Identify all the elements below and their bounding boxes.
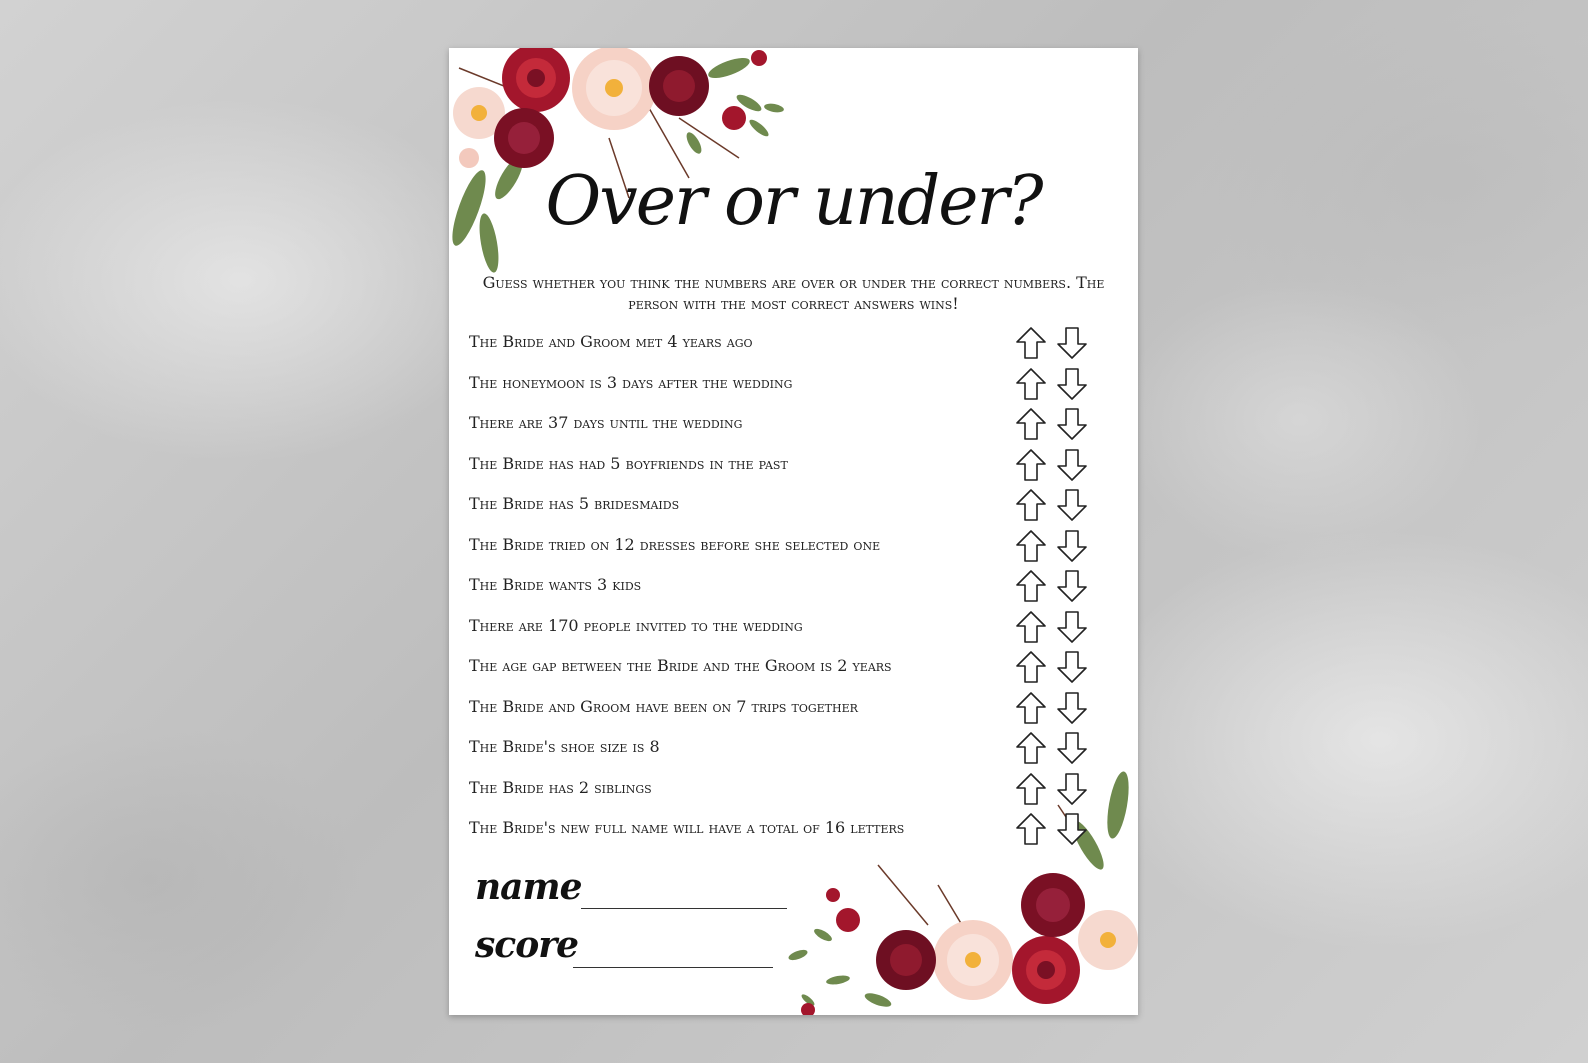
arrow-up-icon[interactable] <box>1015 731 1047 765</box>
question-text: The Bride's shoe size is 8 <box>469 737 660 756</box>
arrow-up-icon[interactable] <box>1015 448 1047 482</box>
arrow-down-icon[interactable] <box>1056 407 1088 441</box>
question-text: The Bride and Groom met 4 years ago <box>469 332 753 351</box>
question-row <box>469 407 1109 448</box>
question-text: The honeymoon is 3 days after the wedding <box>469 372 793 392</box>
question-row <box>469 529 1109 570</box>
arrow-down-icon[interactable] <box>1056 772 1088 806</box>
question-text: There are 170 people invited to the wedding <box>469 615 803 635</box>
arrow-up-icon[interactable] <box>1015 650 1047 684</box>
instructions-text: Guess whether you think the numbers are over or under the correct numbers. The person with the most correct answers wins! <box>482 273 1105 313</box>
page-title: Over or under? <box>545 162 1042 241</box>
question-row <box>469 772 1109 813</box>
arrow-down-icon[interactable] <box>1056 731 1088 765</box>
arrow-up-icon[interactable] <box>1015 812 1047 846</box>
question-row <box>469 610 1109 651</box>
question-row <box>469 448 1109 489</box>
arrow-up-icon[interactable] <box>1015 569 1047 603</box>
question-text: The Bride has 5 bridesmaids <box>469 494 680 513</box>
arrow-up-icon[interactable] <box>1015 367 1047 401</box>
name-field[interactable] <box>581 886 787 909</box>
question-row <box>469 326 1109 367</box>
arrow-up-icon[interactable] <box>1015 772 1047 806</box>
name-label: name <box>475 866 582 908</box>
question-row <box>469 812 1109 853</box>
arrow-down-icon[interactable] <box>1056 529 1088 563</box>
question-row <box>469 488 1109 529</box>
arrow-down-icon[interactable] <box>1056 448 1088 482</box>
question-text: The age gap between the Bride and the Groom is 2 years <box>469 656 892 675</box>
arrow-up-icon[interactable] <box>1015 407 1047 441</box>
question-text: The Bride has 2 siblings <box>469 777 652 797</box>
question-text: The Bride and Groom have been on 7 trips together <box>469 696 858 716</box>
arrow-down-icon[interactable] <box>1056 691 1088 725</box>
question-text: There are 37 days until the wedding <box>469 413 743 432</box>
question-text: The Bride's new full name will have a total of 16 letters <box>469 818 905 837</box>
question-row <box>469 731 1109 772</box>
arrow-down-icon[interactable] <box>1056 650 1088 684</box>
question-text: The Bride wants 3 kids <box>469 575 642 594</box>
question-row <box>469 691 1109 732</box>
arrow-down-icon[interactable] <box>1056 812 1088 846</box>
arrow-down-icon[interactable] <box>1056 367 1088 401</box>
arrow-down-icon[interactable] <box>1056 610 1088 644</box>
arrow-down-icon[interactable] <box>1056 569 1088 603</box>
arrow-up-icon[interactable] <box>1015 529 1047 563</box>
question-row <box>469 569 1109 610</box>
arrow-down-icon[interactable] <box>1056 326 1088 360</box>
arrow-up-icon[interactable] <box>1015 610 1047 644</box>
question-list <box>469 326 1109 853</box>
score-label: score <box>475 924 579 966</box>
arrow-up-icon[interactable] <box>1015 326 1047 360</box>
question-row <box>469 367 1109 408</box>
arrow-up-icon[interactable] <box>1015 691 1047 725</box>
score-field[interactable] <box>573 945 773 968</box>
question-text: The Bride has had 5 boyfriends in the past <box>469 453 788 473</box>
question-row <box>469 650 1109 691</box>
question-text: The Bride tried on 12 dresses before she selected one <box>469 534 881 554</box>
arrow-down-icon[interactable] <box>1056 488 1088 522</box>
arrow-up-icon[interactable] <box>1015 488 1047 522</box>
game-card <box>449 48 1138 1015</box>
